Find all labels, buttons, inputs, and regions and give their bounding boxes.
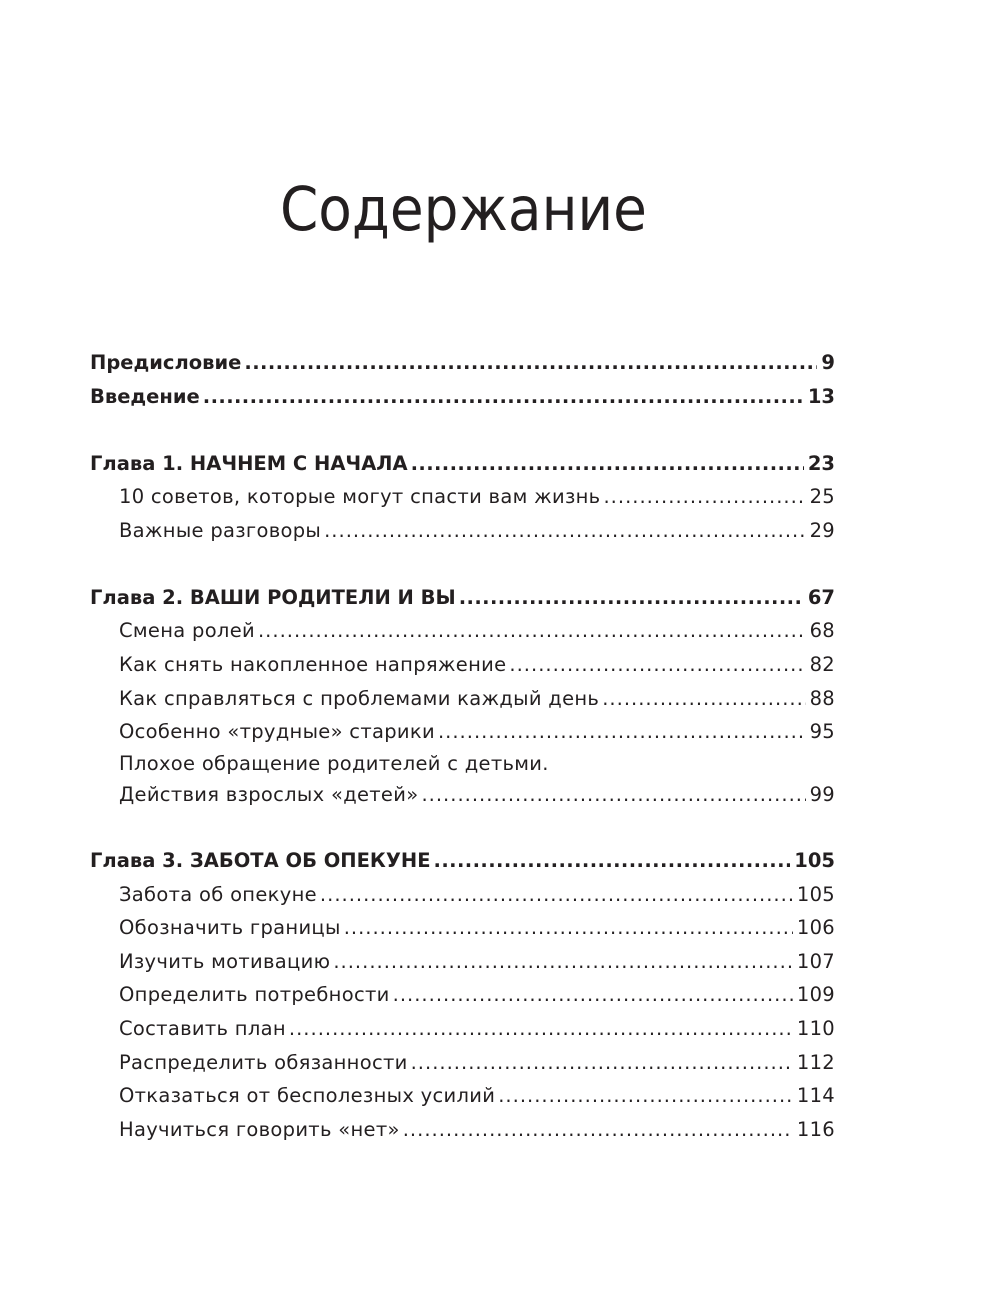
toc-entry-label: Отказаться от бесполезных усилий [119, 1084, 496, 1108]
toc-entry-label: Глава 2. ВАШИ РОДИТЕЛИ И ВЫ [90, 585, 456, 609]
dot-leader [393, 978, 793, 1012]
toc-entry-page: 67 [807, 585, 835, 609]
toc-entry-subsection[interactable] [90, 514, 835, 548]
page-title: Содержание [279, 174, 647, 245]
toc-entry-page: 109 [796, 983, 835, 1007]
toc-entry-page: 68 [809, 619, 835, 643]
table-of-contents [90, 346, 835, 1146]
toc-entry-subsection[interactable] [90, 614, 835, 648]
toc-entry-subsection[interactable] [90, 1113, 835, 1147]
toc-entry-label: Составить план [119, 1017, 286, 1041]
toc-entry-subsection[interactable] [90, 1079, 835, 1113]
toc-entry-subsection[interactable] [90, 911, 835, 945]
dot-leader [509, 648, 805, 682]
section-gap [90, 547, 835, 580]
toc-entry-subsection[interactable] [90, 480, 835, 514]
dot-leader [258, 614, 806, 648]
toc-entry-page: 106 [796, 916, 835, 940]
toc-entry-label: Изучить мотивацию [119, 949, 331, 973]
toc-entry-subsection[interactable] [90, 978, 835, 1012]
dot-leader [602, 682, 805, 716]
dot-leader [438, 715, 806, 749]
toc-entry-subsection[interactable] [90, 1046, 835, 1080]
toc-entry-page: 110 [796, 1017, 835, 1041]
dot-leader [320, 878, 793, 912]
toc-entry-label: Глава 1. НАЧНЕМ С НАЧАЛА [90, 451, 408, 475]
toc-entry-page: 82 [809, 652, 835, 676]
section-gap [90, 413, 835, 446]
toc-entry-page: 95 [809, 720, 835, 744]
section-gap [90, 811, 835, 844]
toc-entry-page: 9 [821, 351, 835, 374]
toc-entry-subsection[interactable] [90, 878, 835, 912]
dot-leader [203, 380, 804, 414]
toc-entry-page: 29 [809, 518, 835, 542]
toc-entry-subsection[interactable] [90, 682, 835, 716]
toc-entry-page: 23 [807, 451, 835, 475]
toc-entry-subsection[interactable] [90, 715, 835, 749]
dot-leader [403, 1113, 793, 1147]
dot-leader [344, 911, 793, 945]
toc-entry-page: 88 [809, 686, 835, 710]
toc-entry-page: 107 [796, 949, 835, 973]
dot-leader [244, 346, 817, 380]
toc-entry-label: Особенно «трудные» старики [119, 720, 435, 744]
dot-leader [324, 514, 805, 548]
toc-entry-subsection-multiline[interactable] [90, 749, 835, 811]
toc-entry-chapter-3[interactable] [90, 844, 835, 878]
dot-leader [434, 844, 791, 878]
toc-entry-subsection[interactable] [90, 1012, 835, 1046]
dot-leader [411, 447, 804, 481]
toc-entry-subsection[interactable] [90, 945, 835, 979]
toc-entry-preface[interactable] [90, 346, 835, 380]
toc-entry-label: Введение [90, 384, 200, 408]
toc-entry-page: 114 [796, 1084, 835, 1108]
toc-entry-label: Научиться говорить «нет» [119, 1117, 400, 1141]
dot-leader [289, 1012, 793, 1046]
dot-leader [459, 581, 804, 615]
toc-entry-page: 105 [796, 882, 835, 906]
toc-entry-page: 99 [809, 782, 835, 806]
toc-entry-page: 105 [794, 849, 835, 873]
toc-entry-label: Важные разговоры [119, 518, 322, 542]
toc-entry-label: Как снять накопленное напряжение [119, 652, 507, 676]
dot-leader [333, 945, 793, 979]
toc-entry-page: 25 [809, 485, 835, 509]
dot-leader [603, 480, 805, 514]
toc-entry-label: Предисловие [90, 351, 242, 374]
toc-entry-label: Забота об опекуне [119, 882, 317, 906]
toc-entry-label: Как справляться с проблемами каждый день [119, 686, 600, 710]
toc-entry-introduction[interactable] [90, 380, 835, 414]
toc-entry-subsection [90, 779, 835, 811]
toc-entry-page: 13 [807, 384, 835, 408]
toc-entry-page: 112 [796, 1050, 835, 1074]
toc-entry-label: 10 советов, которые могут спасти вам жизнь [119, 485, 601, 509]
toc-entry-chapter-1[interactable] [90, 447, 835, 481]
dot-leader [411, 1046, 793, 1080]
toc-entry-label: Определить потребности [119, 983, 390, 1007]
toc-entry-page: 116 [796, 1117, 835, 1141]
dot-leader [498, 1079, 793, 1113]
toc-entry-chapter-2[interactable] [90, 581, 835, 615]
toc-entry-label: Обозначить границы [119, 916, 341, 940]
toc-entry-label: Смена ролей [119, 619, 255, 643]
toc-entry-label: Глава 3. ЗАБОТА ОБ ОПЕКУНЕ [90, 849, 431, 873]
dot-leader [421, 779, 805, 811]
toc-entry-subsection[interactable] [90, 648, 835, 682]
toc-entry-label-line1: Плохое обращение родителей с детьми. [119, 751, 549, 775]
toc-entry-label: Действия взрослых «детей» [119, 782, 419, 806]
toc-entry-label: Распределить обязанности [119, 1050, 408, 1074]
